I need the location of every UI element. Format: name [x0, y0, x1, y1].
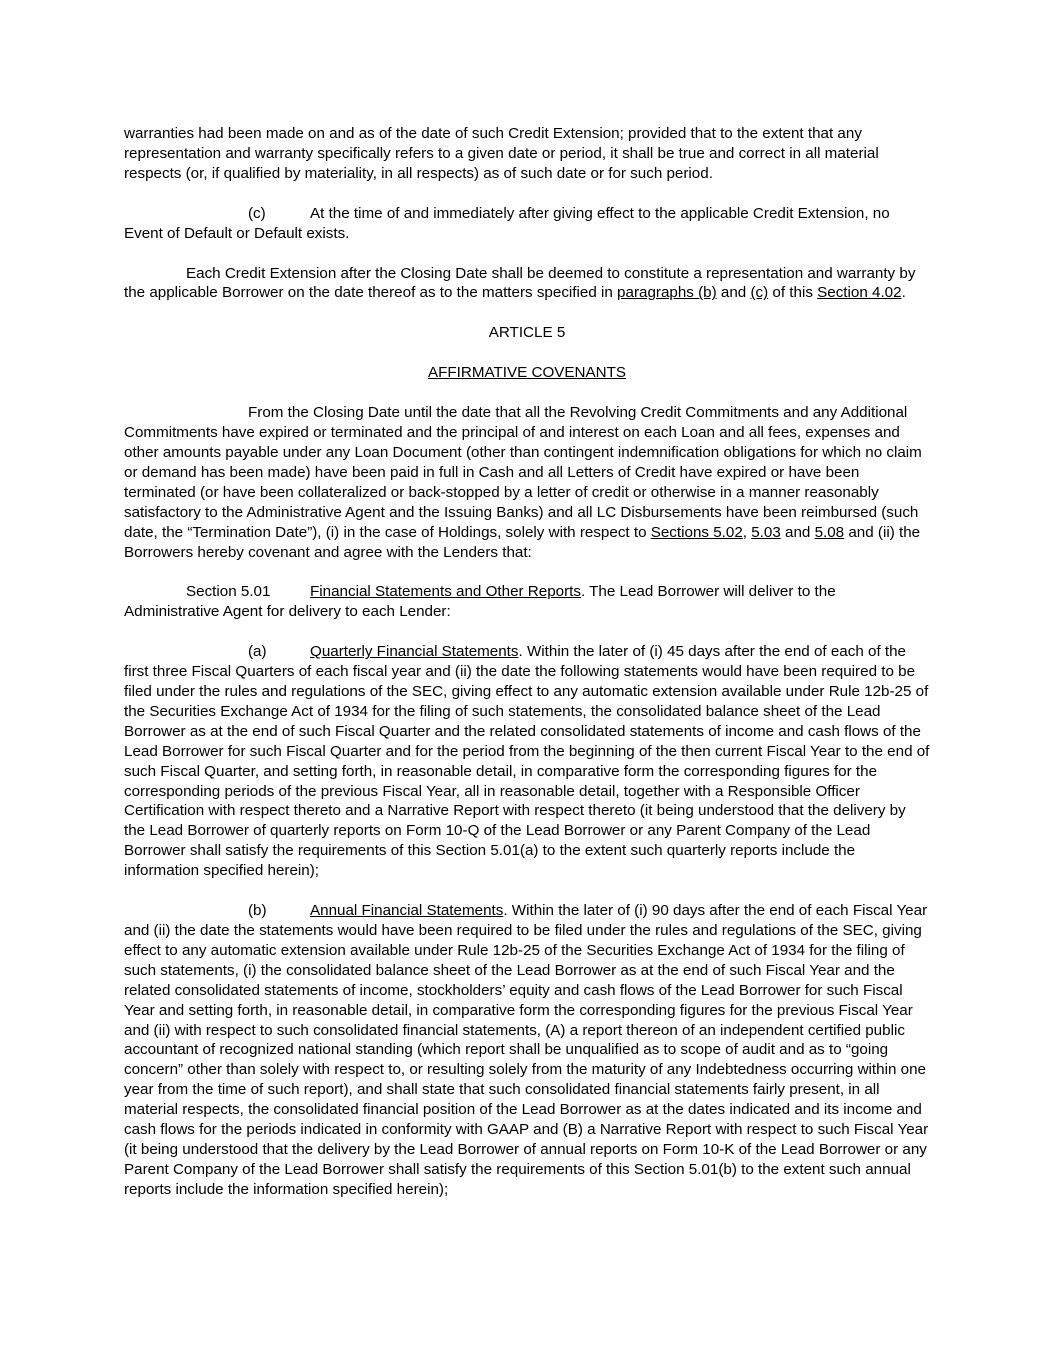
article-title [124, 363, 930, 383]
connector-text: of this [768, 284, 818, 302]
section-5-01-text: . The Lead Borrower will deliver to the Administrative Agent for delivery to each Lender: [124, 583, 836, 621]
article-number: ARTICLE 5 [488, 324, 566, 342]
clause-b-label: (b) [248, 902, 267, 920]
link-paragraph-c[interactable]: (c) [750, 284, 769, 302]
section-5-01 [124, 582, 930, 622]
conjunction-text-2: and [780, 523, 815, 541]
conjunction-text: and [716, 284, 751, 302]
link-section-5-03[interactable]: 5.03 [751, 523, 781, 541]
clause-b-title: Annual Financial Statements [310, 902, 504, 920]
section-5-01-label: Section 5.01 [186, 583, 271, 601]
clause-a-quarterly [124, 642, 930, 881]
period-text: . [901, 284, 906, 302]
paragraph-credit-extension-text: Each Credit Extension after the Closing Date shall be deemed to constitute a representation and warranty by the applicable Borrower on the date thereof as to the matters specified in [124, 264, 916, 302]
link-section-4-02[interactable]: Section 4.02 [817, 284, 902, 302]
paragraph-covenants-intro [124, 403, 930, 562]
clause-a-text: . Within the later of (i) 45 days after the end of each of the first three Fiscal Quarters of each fiscal year and (ii) the date the following statements would have been required to be filed under the rules and regulations of the SEC, giving effect to any automatic extension available under Rule 12b-25 of the Securities Exchange Act of 1934 for the filing of such statements, the consolidated balance sheet of the Lead Borrower as at the end of such Fiscal Quarter and the related consolidated statements of income and cash flows of the Lead Borrower for such Fiscal Quarter and for the period from the beginning of the then current Fiscal Year to the end of such Fiscal Quarter, and setting forth, in reasonable detail, in comparative form the corresponding figures for the corresponding periods of the previous Fiscal Year, all in reasonable detail, together with a Responsible Officer Certification with respect thereto and a Narrative Report with respect thereto (it being understood that the delivery by the Lead Borrower of quarterly reports on Form 10-Q of the Lead Borrower or any Parent Company of the Lead Borrower shall satisfy the requirements of this Section 5.01(a) to the extent such quarterly reports include the information specified herein); [124, 643, 930, 880]
paragraph-credit-extension [124, 264, 930, 304]
link-sections-5-02[interactable]: Sections 5.02 [650, 523, 743, 541]
document-page [124, 124, 930, 1220]
section-5-01-title: Financial Statements and Other Reports [310, 583, 581, 601]
covenants-intro-text: From the Closing Date until the date that all the Revolving Credit Commitments and any Additional Commitments have expired or terminated and the principal of and interest on each Loan and all fees, expenses and other amounts payable under any Loan Document (other than contingent indemnification obligations for which no claim or demand has been made) have been paid in full in Cash and all Letters of Credit have expired or have been terminated (or have been collateralized or back-stopped by a letter of credit or otherwise in a manner reasonably satisfactory to the Administrative Agent and the Issuing Banks) and all LC Disbursements have been reimbursed (such date, the “Termination Date”), (i) in the case of Holdings, solely with respect to [124, 404, 922, 541]
clause-c-label: (c) [248, 204, 266, 222]
clause-a-title: Quarterly Financial Statements [310, 643, 519, 661]
article-heading [124, 323, 930, 343]
link-paragraphs-b[interactable]: paragraphs (b) [617, 284, 717, 302]
clause-b-annual [124, 901, 930, 1200]
clause-b-text: . Within the later of (i) 90 days after the end of each Fiscal Year and (ii) the date the statements would have been required to be filed under the rules and regulations of the SEC, giving effect to any automatic extension available under Rule 12b-25 of the Securities Exchange Act of 1934 for the filing of such statements, (i) the consolidated balance sheet of the Lead Borrower as at the end of such Fiscal Year and the related consolidated statements of income, stockholders’ equity and cash flows of the Lead Borrower for such Fiscal Year and setting forth, in reasonable detail, in comparative form the corresponding figures for the previous Fiscal Year and (ii) with respect to such consolidated financial statements, (A) a report thereon of an independent certified public accountant of recognized national standing (which report shall be unqualified as to scope of audit and as to “going concern” other than solely with respect to, or resulting solely from the maturity of any Indebtedness occurring within one year from the time of such report), and shall state that such consolidated financial statements fairly present, in all material respects, the consolidated financial position of the Lead Borrower as at the dates indicated and its income and cash flows for the periods indicated in conformity with GAAP and (B) a Narrative Report with respect to such Fiscal Year (it being understood that the delivery by the Lead Borrower of annual reports on Form 10-K of the Lead Borrower or any Parent Company of the Lead Borrower shall satisfy the requirements of this Section 5.01(b) to the extent such annual reports include the information specified herein); [124, 902, 929, 1198]
covenants-intro-end: and (ii) the Borrowers hereby covenant and agree with the Lenders that: [124, 523, 921, 561]
clause-c-text: At the time of and immediately after giving effect to the applicable Credit Extension, no Event of Default or Default exists. [124, 204, 890, 242]
clause-a-label: (a) [248, 643, 267, 661]
paragraph-warranties [124, 124, 930, 184]
clause-c [124, 204, 930, 244]
article-title-text: AFFIRMATIVE COVENANTS [427, 364, 626, 382]
paragraph-warranties-text: warranties had been made on and as of the date of such Credit Extension; provided that to the extent that any representation and warranty specifically refers to a given date or period, it shall be true and correct in all material respects (or, if qualified by materiality, in all respects) as of such date or for such period. [124, 125, 879, 182]
comma-text: , [742, 523, 752, 541]
link-section-5-08[interactable]: 5.08 [814, 523, 845, 541]
